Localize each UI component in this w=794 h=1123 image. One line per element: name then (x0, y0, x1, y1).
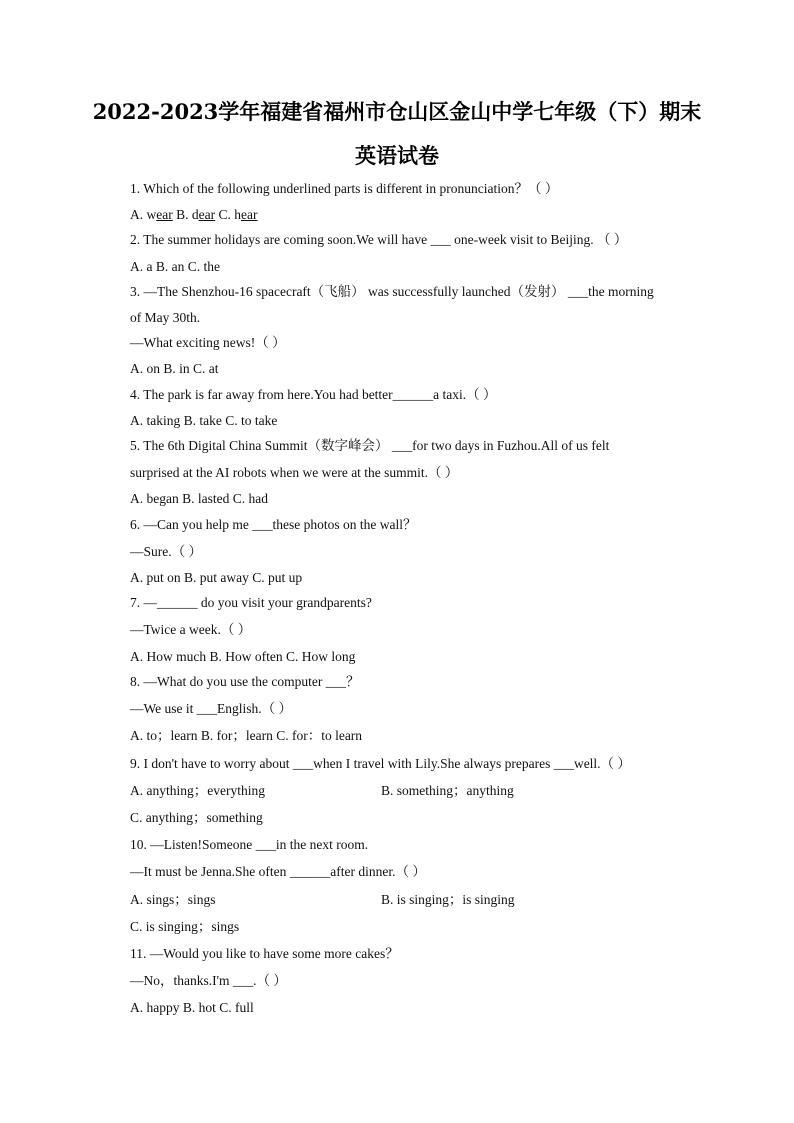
question-line: —We use it ___English.（ ） (130, 701, 293, 716)
exam-title-line1: 2022-2023学年福建省福州市仓山区金山中学七年级（下）期末 (92, 99, 702, 124)
question-line: A. taking B. take C. to take (130, 413, 278, 428)
question-line: A. put on B. put away C. put up (130, 570, 303, 585)
question-line: A. happy B. hot C. full (130, 1000, 254, 1015)
option-text: A. w (130, 207, 157, 222)
underlined-text: ear (156, 207, 173, 222)
question-line (130, 206, 257, 224)
question-line: 9. I don't have to worry about ___when I travel with Lily.She always prepares ___well.（ ） (130, 756, 631, 771)
question-line: A. How much B. How often C. How long (130, 649, 356, 664)
underlined-text: ear (241, 207, 258, 222)
question-line: A. began B. lasted C. had (130, 491, 268, 506)
question-line: —No，thanks.I'm ___.（ ） (130, 973, 287, 988)
question-line: 7. —______ do you visit your grandparents? (130, 595, 372, 610)
question-line: C. anything；something (130, 810, 263, 825)
question-line: A. to；learn B. for；learn C. for：to learn (130, 728, 363, 743)
question-line: B. something；anything (381, 783, 514, 798)
question-line: 11. —Would you like to have some more cakes？ (130, 946, 399, 961)
question-line: of May 30th. (130, 310, 201, 325)
question-line: —It must be Jenna.She often ______after dinner.（ ） (130, 864, 426, 879)
question-line: 4. The park is far away from here.You had better______a taxi.（ ） (130, 387, 497, 402)
question-line: A. on B. in C. at (130, 361, 219, 376)
question-line: A. sings；sings (130, 892, 216, 907)
question-line: 3. —The Shenzhou-16 spacecraft（飞船） was successfully launched（发射） ___the morning (130, 284, 654, 299)
question-line: 5. The 6th Digital China Summit（数字峰会） ___for two days in Fuzhou.All of us felt (130, 438, 610, 453)
question-line: 8. —What do you use the computer ___？ (130, 674, 360, 689)
question-line: 10. —Listen!Someone ___in the next room. (130, 837, 369, 852)
question-line: —Twice a week.（ ） (130, 622, 252, 637)
question-line: A. anything；everything (130, 783, 265, 798)
question-line: —Sure.（ ） (130, 544, 202, 559)
question-line: —What exciting news!（ ） (130, 335, 286, 350)
question-line: B. is singing；is singing (381, 892, 515, 907)
underlined-text: ear (198, 207, 216, 222)
question-line: 2. The summer holidays are coming soon.We will have ___ one-week visit to Beijing. （ ） (130, 232, 628, 247)
exam-title-line2: 英语试卷 (355, 143, 439, 168)
question-line: 1. Which of the following underlined parts is different in pronunciation？（ ） (130, 181, 559, 196)
question-line: C. is singing；sings (130, 919, 240, 934)
option-text: B. d (172, 207, 199, 222)
question-line: surprised at the AI robots when we were at the summit.（ ） (130, 465, 459, 480)
question-line: A. a B. an C. the (130, 259, 220, 274)
question-line: 6. —Can you help me ___these photos on the wall？ (130, 517, 417, 532)
option-text: C. h (215, 207, 241, 222)
